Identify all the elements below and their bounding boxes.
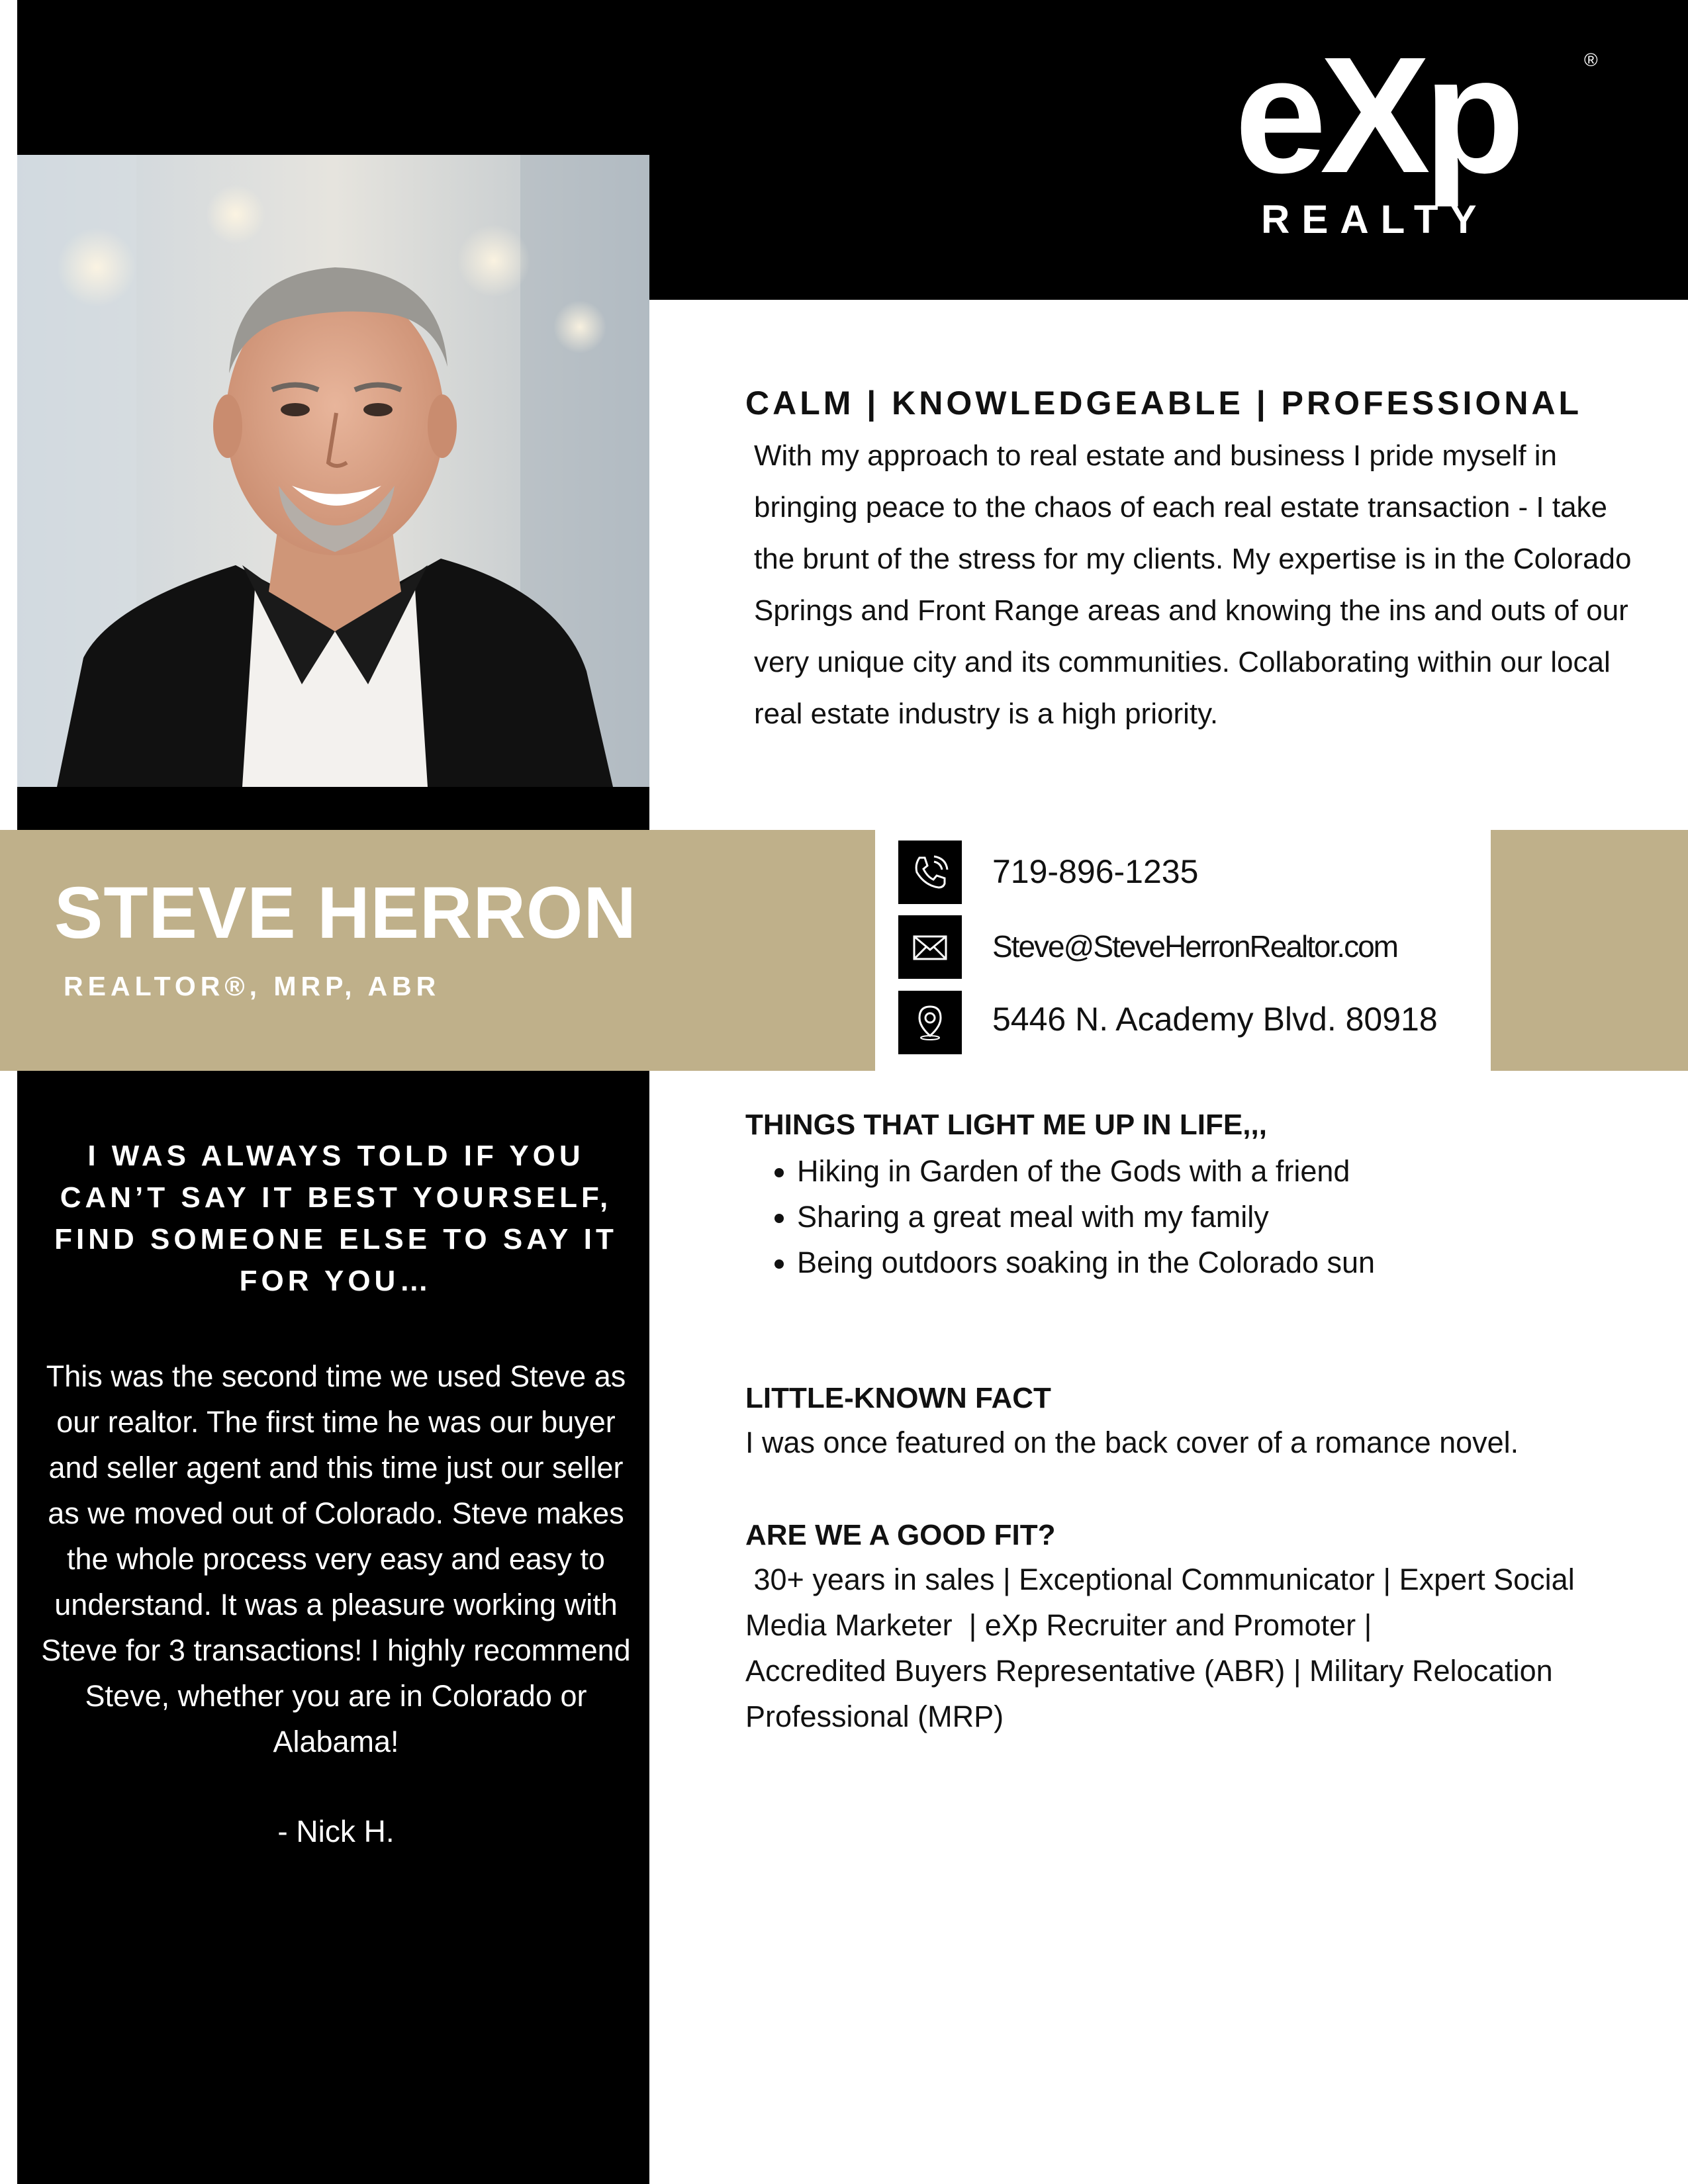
- list-item: • Sharing a great meal with my family: [797, 1194, 1658, 1240]
- fit-line: Professional (MRP): [745, 1700, 1004, 1733]
- phone-number[interactable]: 719-896-1235: [992, 853, 1199, 890]
- intro-paragraph: With my approach to real estate and business I pride myself in bringing peace to the chaos of each real estate transaction - I take the brunt of the stress for my clients. My expertise is in the Colorado Springs and Front Range areas and knowing the ins and outs of our very unique city and its communities. Collaborating within our local real estate industry is a high priority.: [754, 439, 1632, 730]
- testimonial-heading: I WAS ALWAYS TOLD IF YOU CAN’T SAY IT BEST YOURSELF, FIND SOMEONE ELSE TO SAY IT FOR YOU…: [54, 1140, 618, 1297]
- registered-mark: ®: [1584, 50, 1598, 70]
- agent-credentials: REALTOR®, MRP, ABR: [64, 971, 441, 1001]
- mail-icon: [898, 915, 962, 979]
- logo-subtext: REALTY: [1261, 197, 1489, 242]
- gold-accent-block: [1491, 830, 1688, 1071]
- agent-portrait-photo: [17, 155, 649, 787]
- exp-realty-logo: [1228, 46, 1612, 251]
- list-item: • Hiking in Garden of the Gods with a friend: [797, 1148, 1658, 1194]
- tagline-heading: CALM | KNOWLEDGEABLE | PROFESSIONAL: [745, 385, 1583, 422]
- fact-heading: LITTLE-KNOWN FACT: [745, 1382, 1051, 1414]
- likes-list: [761, 1148, 1658, 1285]
- agent-name: STEVE HERRON: [54, 872, 637, 954]
- fit-line: 30+ years in sales | Exceptional Communicator | Expert Social: [745, 1563, 1575, 1596]
- testimonial-author: - Nick H.: [277, 1814, 395, 1848]
- location-pin-icon: [898, 991, 962, 1054]
- logo-wordmark: eXp: [1235, 46, 1519, 207]
- list-item: • Being outdoors soaking in the Colorado sun: [797, 1240, 1658, 1285]
- fit-heading: ARE WE A GOOD FIT?: [745, 1519, 1056, 1551]
- page-margin: [0, 0, 17, 830]
- office-address: 5446 N. Academy Blvd. 80918: [992, 1001, 1438, 1038]
- fit-line: Media Marketer | eXp Recruiter and Promoter |: [745, 1608, 1372, 1642]
- likes-heading: THINGS THAT LIGHT ME UP IN LIFE,,,: [745, 1109, 1267, 1141]
- phone-icon: [898, 841, 962, 904]
- testimonial-text: This was the second time we used Steve as our realtor. The first time he was our buyer and seller agent and this time just our seller as we moved out of Colorado. Steve makes the whole process very easy and easy to understand. It was a pleasure working with Steve for 3 transactions! I highly recommend Steve, whether you are in Colorado or Alabama!: [41, 1359, 631, 1758]
- fit-line: Accredited Buyers Representative (ABR) | Military Relocation: [745, 1654, 1553, 1688]
- page-margin: [0, 1071, 17, 2184]
- fact-text: I was once featured on the back cover of a romance novel.: [745, 1426, 1519, 1459]
- email-address[interactable]: Steve@SteveHerronRealtor.com: [992, 929, 1397, 964]
